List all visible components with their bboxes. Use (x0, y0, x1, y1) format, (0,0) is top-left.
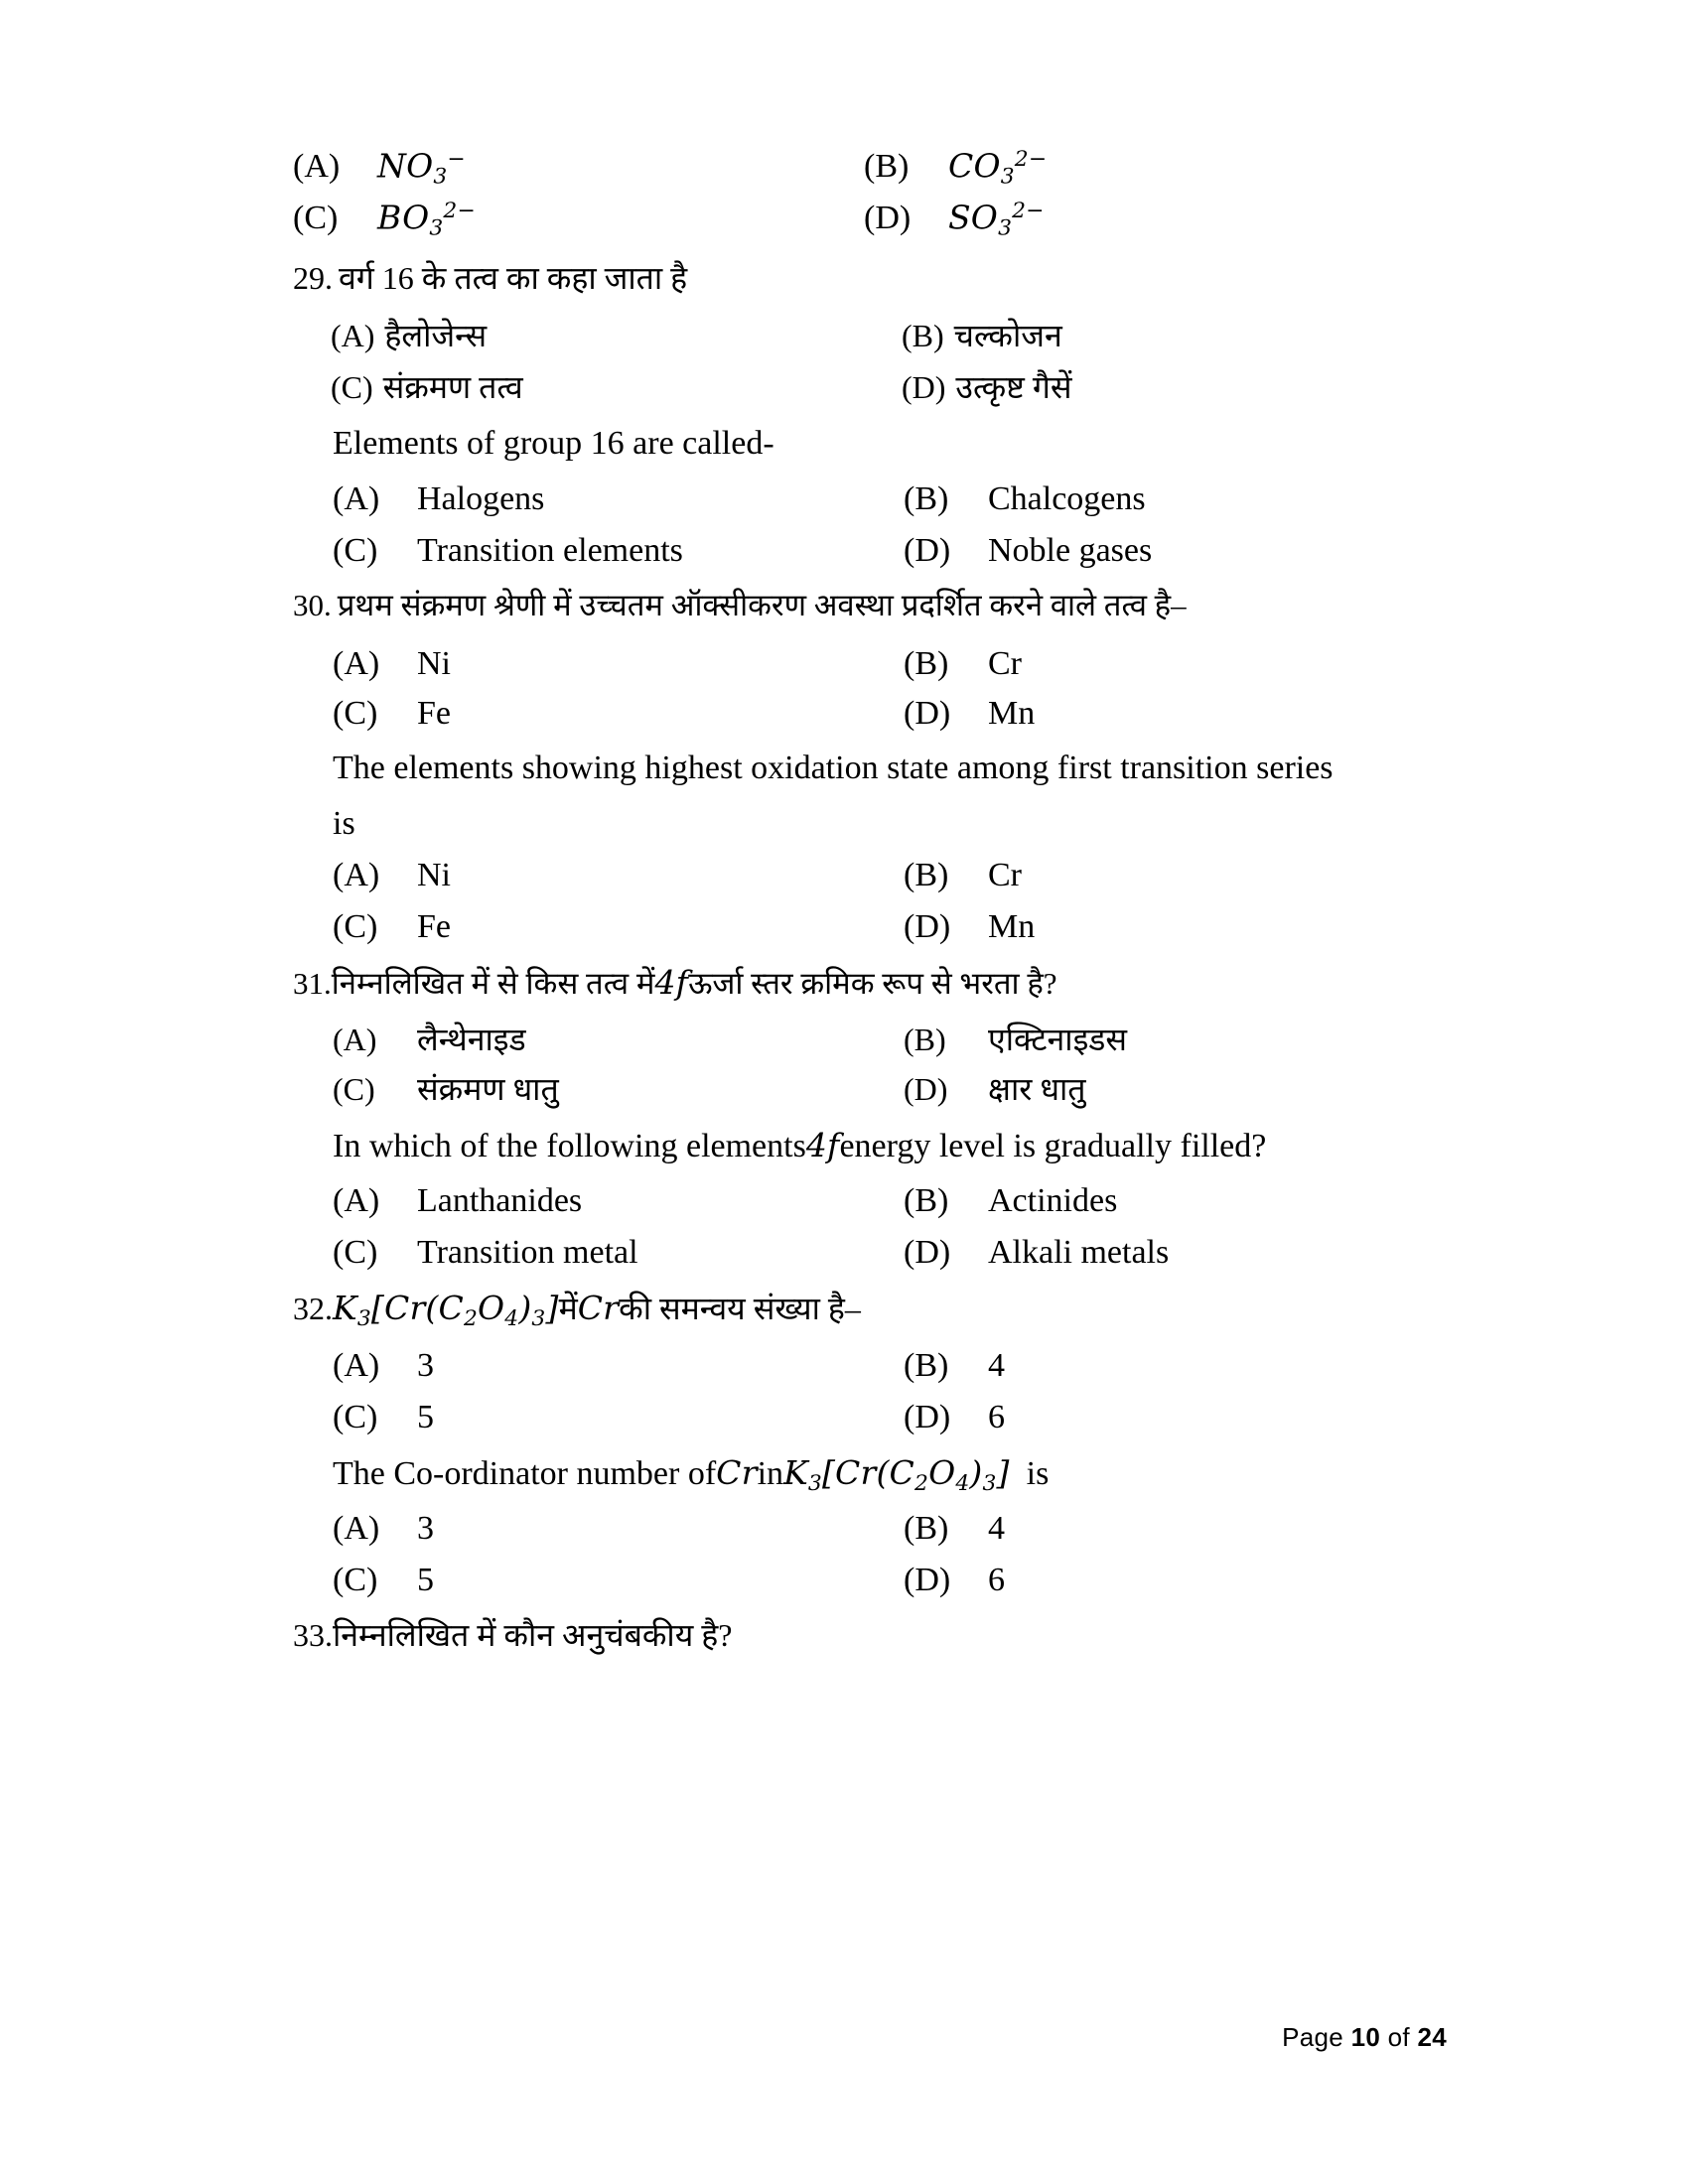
q29-hindi-option-c[interactable] (331, 371, 902, 403)
q31-english-options-row-ab (293, 1184, 1475, 1236)
q32-hindi-option-b[interactable] (904, 1349, 1475, 1383)
q29-hindi-option-b-value: चल्कोजन (953, 318, 1062, 353)
q31-math-4f-english: 4f (805, 1126, 840, 1164)
q32-element-english: Cr (716, 1453, 758, 1492)
q30-question-english-line1 (293, 751, 1435, 807)
option-label-a: (A) (333, 1022, 377, 1057)
q31-hindi-option-b[interactable] (904, 1024, 1475, 1055)
q32-text-english-after: is (1009, 1455, 1050, 1492)
option-label-b: (B) (904, 1510, 949, 1547)
q31-question-english (293, 1126, 1435, 1184)
q31-english-option-c[interactable] (333, 1236, 904, 1270)
q28-option-b[interactable] (864, 146, 1435, 190)
q28-option-d[interactable] (864, 198, 1435, 241)
q30-english-options-row-cd (293, 910, 1475, 966)
q31-hindi-option-d-value: क्षार धातु (988, 1071, 1086, 1107)
option-label-c: (C) (293, 200, 339, 237)
q32-question-english (293, 1453, 1435, 1512)
q31-hindi-option-a[interactable] (333, 1024, 904, 1055)
q31-hindi-option-b-value: एक्टिनाइडस (988, 1022, 1128, 1057)
option-label-d: (D) (904, 1071, 948, 1107)
q29-text-hindi: वर्ग 16 के तत्व का कहा जाता है (339, 260, 688, 296)
option-label-c: (C) (333, 532, 378, 569)
q30-english-options-row-ab (293, 859, 1475, 910)
q32-hindi-option-b-value: 4 (988, 1347, 1005, 1384)
option-label-a: (A) (333, 1182, 380, 1219)
q30-hindi-options-row-cd (293, 697, 1475, 751)
option-label-b: (B) (904, 1022, 946, 1057)
q32-question-hindi (293, 1289, 1435, 1349)
option-label-b: (B) (902, 318, 944, 353)
q30-english-option-b[interactable] (904, 859, 1475, 892)
footer-total-pages: 24 (1417, 2022, 1447, 2052)
q30-english-option-c[interactable] (333, 910, 904, 944)
option-label-c: (C) (333, 908, 378, 945)
q32-english-option-b-value: 4 (988, 1510, 1005, 1547)
option-label-a: (A) (333, 1347, 380, 1384)
option-label-a: (A) (333, 1510, 380, 1547)
q32-hindi-options-row-cd (293, 1401, 1475, 1456)
q32-text-hindi-after: की समन्वय संख्या है– (619, 1291, 861, 1326)
q31-number: 31. (293, 966, 332, 1001)
q29-hindi-options-row-ab (293, 320, 1473, 371)
q28-option-c[interactable] (293, 198, 864, 241)
q32-text-english-before: The Co-ordinator number of (333, 1455, 717, 1492)
q32-hindi-option-a[interactable] (333, 1349, 904, 1383)
option-label-d: (D) (904, 1234, 951, 1271)
q30-english-option-a-value: Ni (417, 857, 451, 893)
q31-math-4f: 4f (654, 963, 689, 1002)
q28-options-row-ab (293, 146, 1435, 201)
q28-option-a-value: $NO_3^-$ (377, 146, 466, 190)
q28-option-c-value: $BO_3^{2-}$ (377, 198, 476, 241)
q32-hindi-options-row-ab (293, 1349, 1475, 1401)
q31-english-option-a[interactable] (333, 1184, 904, 1218)
q29-english-option-d[interactable] (904, 534, 1475, 568)
option-label-c: (C) (333, 695, 378, 732)
q30-hindi-option-d-value: Mn (988, 695, 1036, 732)
option-label-b: (B) (904, 857, 949, 893)
q32-hindi-option-d-value: 6 (988, 1399, 1005, 1435)
q30-number: 30. (293, 588, 332, 622)
q28-options-row-cd (293, 198, 1435, 262)
q32-english-options-row-ab (293, 1512, 1475, 1564)
q32-text-hindi-mid: में (558, 1291, 578, 1326)
q29-english-options-row-ab (293, 482, 1475, 534)
q32-english-option-d-value: 6 (988, 1562, 1005, 1598)
q32-english-option-d[interactable] (904, 1564, 1475, 1597)
option-label-a: (A) (331, 318, 375, 353)
option-label-b: (B) (904, 1347, 949, 1384)
q31-hindi-options-row-cd (293, 1073, 1475, 1129)
q30-english-option-b-value: Cr (988, 857, 1022, 893)
q30-text-english-line1: The elements showing highest oxidation state among first transition series (333, 750, 1334, 786)
q31-hindi-option-c-value: संक्रमण धातु (417, 1071, 559, 1107)
q30-hindi-option-d[interactable] (904, 697, 1475, 731)
option-label-c: (C) (333, 1234, 378, 1271)
q32-formula-english: $K_3[Cr(C_2O_4)_3]$ (783, 1453, 1010, 1497)
q32-number: 32. (293, 1291, 333, 1326)
option-label-a: (A) (333, 857, 380, 893)
q30-english-option-a[interactable] (333, 859, 904, 892)
q29-hindi-option-d-value: उत्कृष्ट गैसें (955, 369, 1072, 405)
q30-hindi-option-c-value: Fe (417, 695, 451, 732)
q30-hindi-option-c[interactable] (333, 697, 904, 731)
q31-english-option-a-value: Lanthanides (417, 1182, 583, 1219)
footer-of-label: of (1387, 2022, 1410, 2052)
q33-text-hindi: निम्नलिखित में कौन अनुचंबकीय है? (333, 1617, 733, 1653)
option-label-b: (B) (864, 148, 910, 186)
option-label-c: (C) (333, 1071, 375, 1107)
q31-hindi-option-c[interactable] (333, 1073, 904, 1105)
q30-text-english-line2: is (333, 805, 355, 842)
option-label-a: (A) (333, 645, 380, 682)
option-label-d: (D) (904, 532, 951, 569)
q32-english-option-b[interactable] (904, 1512, 1475, 1546)
option-label-d: (D) (904, 1562, 951, 1598)
option-label-c: (C) (331, 369, 373, 405)
option-label-a: (A) (333, 480, 380, 517)
q29-question-english (293, 427, 1435, 482)
q31-english-option-d[interactable] (904, 1236, 1475, 1270)
q31-english-option-c-value: Transition metal (417, 1234, 638, 1271)
q29-hindi-options-row-cd (293, 371, 1473, 427)
q32-english-option-a-value: 3 (417, 1510, 434, 1547)
q32-formula-hindi: $K_3[Cr(C_2O_4)_3]$ (333, 1289, 559, 1332)
option-label-d: (D) (902, 369, 946, 405)
q31-text-english-before: In which of the following elements (333, 1128, 806, 1164)
q30-hindi-options-row-ab (293, 647, 1475, 697)
q28-option-a[interactable] (293, 146, 864, 190)
q29-english-option-a[interactable] (333, 482, 904, 516)
option-label-b: (B) (904, 1182, 949, 1219)
option-label-c: (C) (333, 1399, 378, 1435)
q30-hindi-option-a[interactable] (333, 647, 904, 681)
option-label-a: (A) (293, 148, 341, 186)
q30-english-option-c-value: Fe (417, 908, 451, 945)
option-label-c: (C) (333, 1562, 378, 1598)
q32-english-options-row-cd (293, 1564, 1475, 1619)
q31-english-options-row-cd (293, 1236, 1475, 1292)
option-label-d: (D) (904, 1399, 951, 1435)
q29-english-option-c[interactable] (333, 534, 904, 568)
q29-text-english: Elements of group 16 are called- (333, 425, 774, 462)
q31-hindi-option-d[interactable] (904, 1073, 1475, 1105)
q32-english-option-c-value: 5 (417, 1562, 434, 1598)
q30-english-option-d[interactable] (904, 910, 1475, 944)
q29-english-option-d-value: Noble gases (988, 532, 1153, 569)
q32-hindi-option-c[interactable] (333, 1401, 904, 1434)
q33-number: 33. (293, 1617, 333, 1653)
page-footer (1282, 2022, 1447, 2053)
q29-question-hindi (293, 262, 1435, 320)
q32-element-hindi: Cr (577, 1289, 620, 1327)
q30-hindi-option-b-value: Cr (988, 645, 1022, 682)
q31-english-option-b-value: Actinides (988, 1182, 1118, 1219)
option-label-b: (B) (904, 645, 949, 682)
q32-english-option-a[interactable] (333, 1512, 904, 1546)
question-content (293, 146, 1435, 1677)
q29-english-option-b-value: Chalcogens (988, 480, 1146, 517)
q31-text-english-after: energy level is gradually filled? (839, 1128, 1267, 1164)
option-label-d: (D) (864, 200, 912, 237)
q29-hindi-option-c-value: संक्रमण तत्व (382, 369, 523, 405)
option-label-b: (B) (904, 480, 949, 517)
q31-english-option-d-value: Alkali metals (988, 1234, 1170, 1271)
footer-page-number: 10 (1350, 2022, 1381, 2052)
q29-english-option-a-value: Halogens (417, 480, 545, 517)
q32-hindi-option-a-value: 3 (417, 1347, 434, 1384)
q33-question-hindi (293, 1619, 1435, 1677)
q29-number: 29. (293, 260, 333, 296)
q29-english-option-c-value: Transition elements (417, 532, 683, 569)
q28-option-b-value: $CO_3^{2-}$ (948, 146, 1048, 190)
q30-text-hindi: प्रथम संक्रमण श्रेणी में उच्चतम ऑक्सीकरण अवस्था प्रदर्शित करने वाले तत्व है– (337, 588, 1187, 622)
q31-english-option-b[interactable] (904, 1184, 1475, 1218)
q32-hindi-option-d[interactable] (904, 1401, 1475, 1434)
q29-hindi-option-b[interactable] (902, 320, 1473, 351)
q30-english-option-d-value: Mn (988, 908, 1036, 945)
q30-hindi-option-a-value: Ni (417, 645, 451, 682)
option-label-d: (D) (904, 908, 951, 945)
q29-english-options-row-cd (293, 534, 1475, 590)
q29-hindi-option-a[interactable] (331, 320, 902, 351)
q30-hindi-option-b[interactable] (904, 647, 1475, 681)
q32-english-option-c[interactable] (333, 1564, 904, 1597)
q31-text-hindi-before: निम्नलिखित में से किस तत्व में (331, 966, 655, 1001)
q32-hindi-option-c-value: 5 (417, 1399, 434, 1435)
q31-question-hindi (293, 963, 1435, 1024)
q32-text-english-mid: in (757, 1455, 784, 1492)
q31-hindi-option-a-value: लैन्थेनाइड (417, 1022, 526, 1057)
q29-english-option-b[interactable] (904, 482, 1475, 516)
q29-hindi-option-d[interactable] (902, 371, 1473, 403)
q31-text-hindi-after: ऊर्जा स्तर क्रमिक रूप से भरता है? (688, 966, 1057, 1001)
q31-hindi-options-row-ab (293, 1024, 1475, 1073)
q30-question-english-line2 (293, 807, 1435, 859)
footer-page-label: Page (1282, 2022, 1344, 2052)
q30-question-hindi (293, 590, 1435, 647)
option-label-d: (D) (904, 695, 951, 732)
q28-option-d-value: $SO_3^{2-}$ (948, 198, 1045, 241)
q29-hindi-option-a-value: हैलोजेन्स (384, 318, 488, 353)
